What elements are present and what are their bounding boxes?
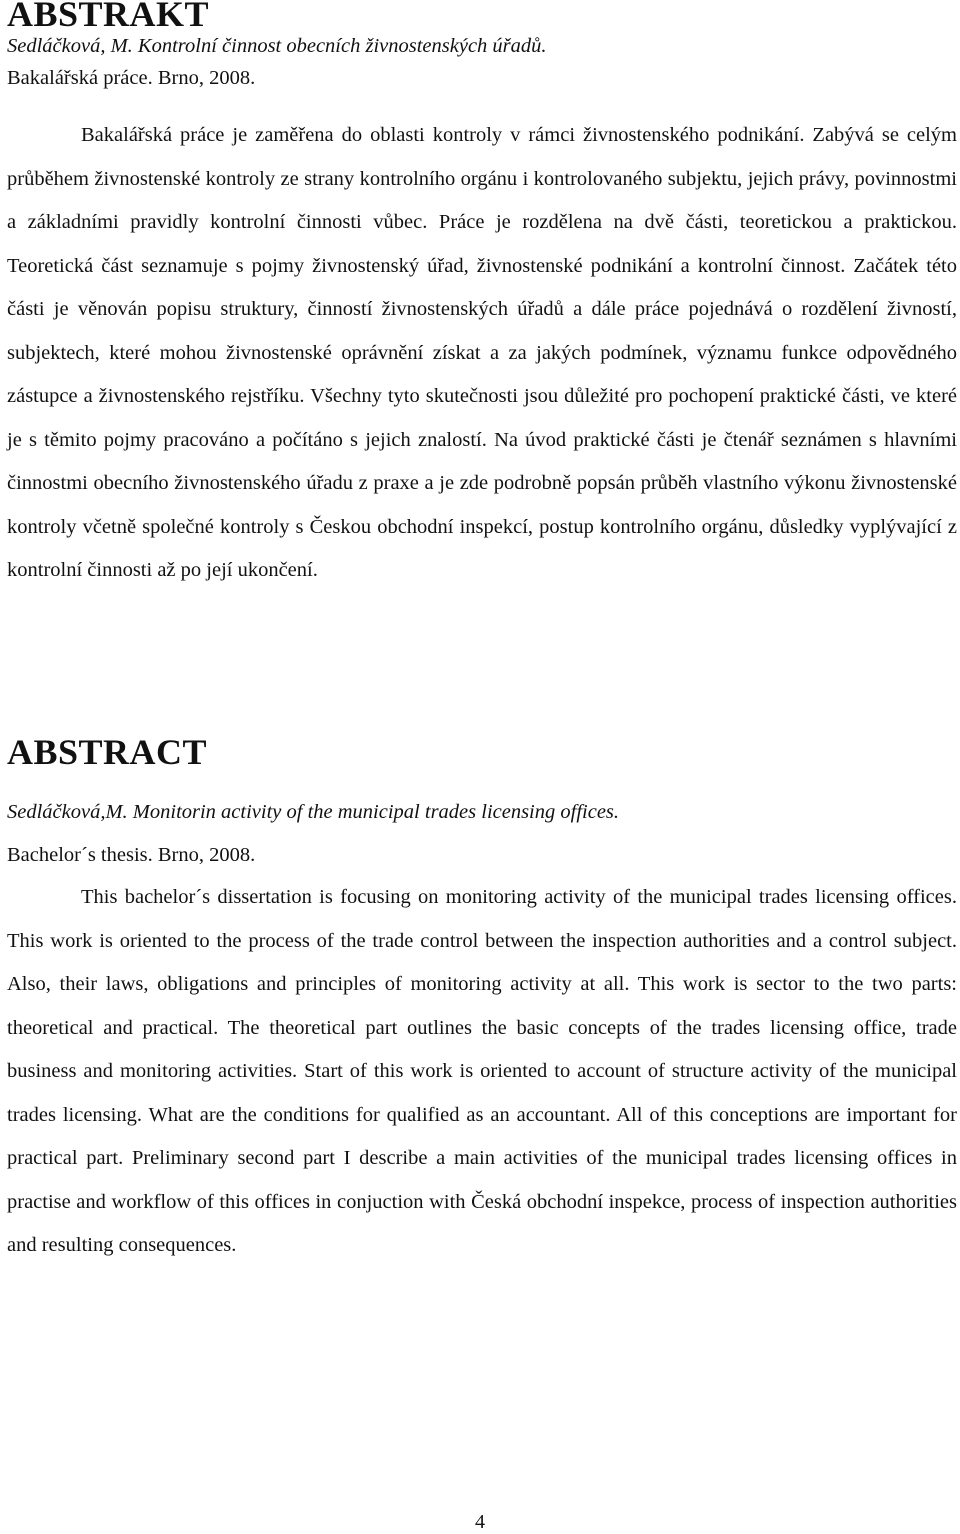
czech-abstract-text: Bakalářská práce je zaměřena do oblasti kontroly v rámci živnostenského podnikání. Zabývá se celým průběhem živnostenské kontroly ze strany kontrolního orgánu i kontrolovaného subjektu, jejich právy, povinnostmi a základními pravidly kontrolní činnosti vůbec. Práce je rozdělena na dvě části, teoretickou a praktickou. Teoretická část seznamuje s pojmy živnostenský úřad, živnostenské podnikání a kontrolní činnost. Začátek této části je věnován popisu struktury, činností živnostenských úřadů a dále práce pojednává o rozdělení živností, subjektech, které mohou živnostenské oprávnění získat a za jakých podmínek, významu funkce odpovědného zástupce a živnostenského rejstříku. Všechny tyto skutečnosti jsou důležité pro pochopení praktické části, ve které je s těmito pojmy pracováno a počítáno s jejich znalostí. Na úvod praktické části je čtenář seznámen s hlavními činnostmi obecního živnostenského úřadu z praxe a je zde podrobně popsán průběh vlastního výkonu živnostenské kontroly včetně společné kontroly s Českou obchodní inspekcí, postup kontrolního orgánu, důsledky vyplývající z kontrolní činnosti až po její ukončení.: [7, 124, 957, 581]
page-number: 4: [475, 1511, 485, 1533]
english-abstract-heading: ABSTRACT: [7, 732, 208, 772]
czech-abstract-heading: ABSTRAKT: [7, 0, 210, 34]
english-abstract-text: This bachelor´s dissertation is focusing on monitoring activity of the municipal trades licensing offices. This work is oriented to the process of the trade control between the inspection authorities and a control subject. Also, their laws, obligations and principles of monitoring activity at all. This work is sector to the two parts: theoretical and practical. The theoretical part outlines the basic concepts of the trades licensing office, trade business and monitoring activities. Start of this work is oriented to account of structure activity of the municipal trades licensing. What are the conditions for qualified as an accountant. All of this conceptions are important for practical part. Preliminary second part I describe a main activities of the municipal trades licensing offices in practise and workflow of this offices in conjuction with Česká obchodní inspekce, process of inspection authorities and resulting consequences.: [7, 886, 957, 1256]
czech-thesis-info: Bakalářská práce. Brno, 2008.: [7, 67, 256, 89]
english-abstract-body: [7, 876, 957, 1268]
czech-abstract-body: [7, 114, 957, 593]
english-citation: Sedláčková,M. Monitorin activity of the municipal trades licensing offices.: [7, 801, 620, 823]
english-thesis-info: Bachelor´s thesis. Brno, 2008.: [7, 844, 256, 866]
czech-citation: Sedláčková, M. Kontrolní činnost obecních živnostenských úřadů.: [7, 35, 547, 57]
